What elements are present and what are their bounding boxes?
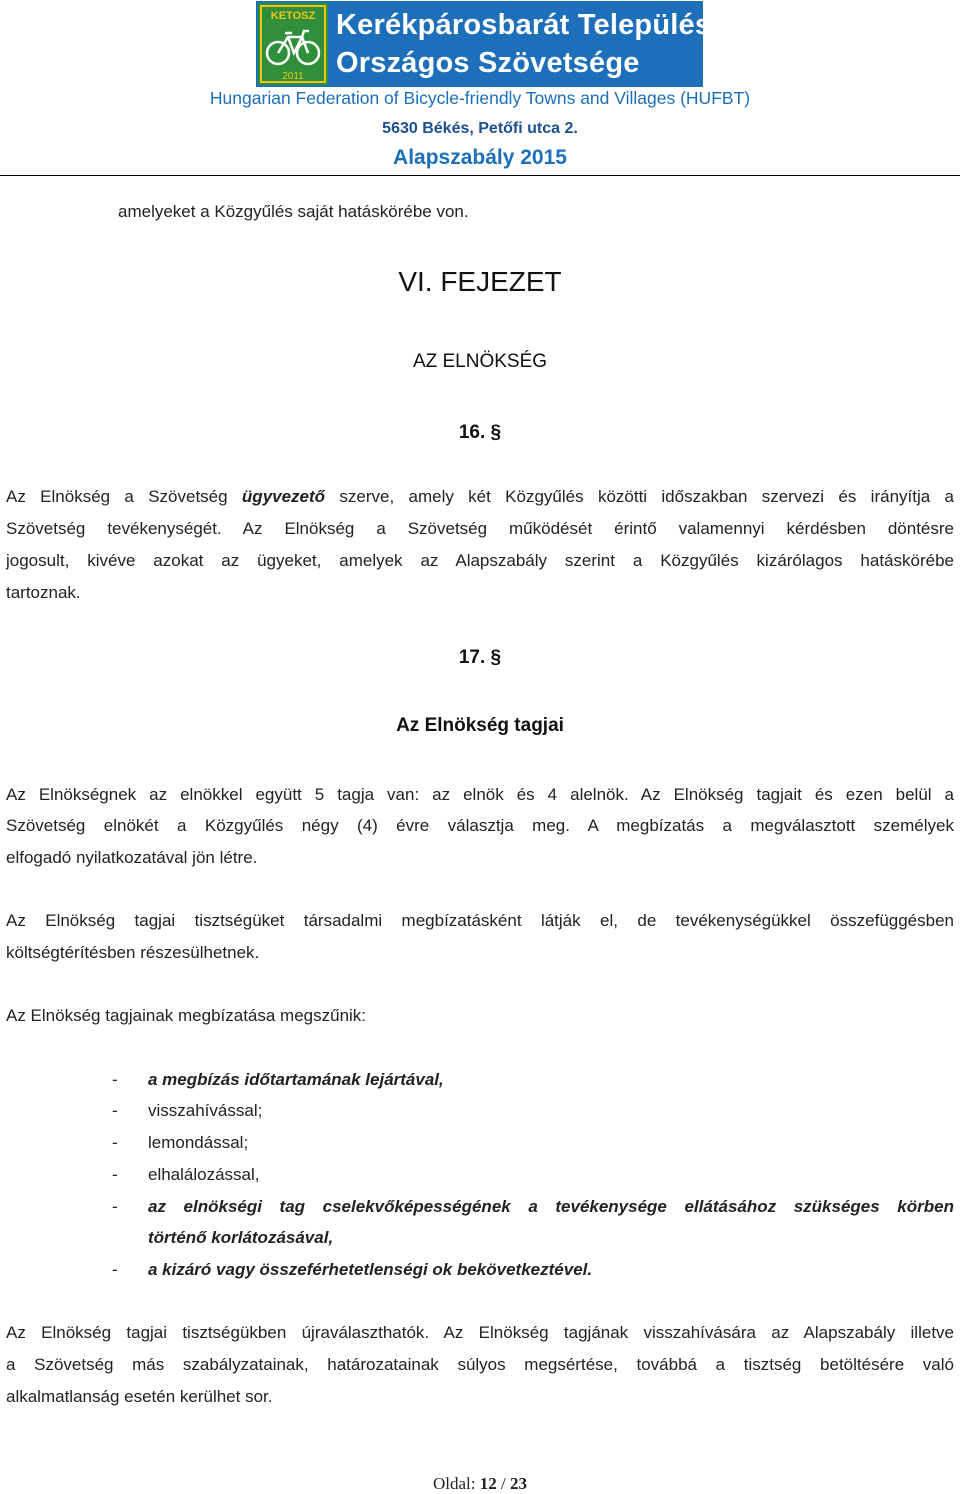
- organization-address: 5630 Békés, Petőfi utca 2.: [382, 120, 578, 137]
- list-item: - visszahívással;: [112, 1101, 263, 1120]
- list-item-continuation: történő korlátozásával,: [148, 1228, 334, 1247]
- logo-text: KETOSZ: [270, 10, 316, 22]
- para16-line1: Az Elnökség a Szövetség ügyvezető szerve, amely két Közgyűlés közötti időszakban szervezi és irányítja a: [6, 487, 954, 506]
- para16-line4: tartoznak.: [6, 583, 81, 602]
- total-pages: 23: [509, 1474, 527, 1493]
- list-item: - a megbízás időtartamának lejártával,: [112, 1070, 444, 1089]
- paragraph-number-16: 16. §: [458, 422, 502, 443]
- document-title: Alapszabály 2015: [393, 146, 567, 169]
- para16-line2: Szövetség tevékenységét. Az Elnökség a Szövetség működését érintő valamennyi kérdésben döntésre: [6, 519, 954, 538]
- page-label: Oldal:: [433, 1474, 480, 1493]
- continued-text-line: amelyeket a Közgyűlés saját hatáskörébe von.: [118, 202, 469, 221]
- para17-p1-line2: Szövetség elnökét a Közgyűlés négy (4) évre választja meg. A megbízatás a megválasztott személyek: [6, 816, 954, 835]
- paragraph-number-17: 17. §: [458, 647, 502, 668]
- federation-name: Hungarian Federation of Bicycle-friendly Towns and Villages (HUFBT): [209, 88, 751, 108]
- para17-p3: Az Elnökség tagjainak megbízatása megszűnik:: [6, 1006, 367, 1025]
- list-item-dash: -: [112, 1197, 118, 1216]
- para17-p1-line3: elfogadó nyilatkozatával jön létre.: [6, 848, 258, 867]
- header-divider: [0, 175, 960, 176]
- para17-p4-line1: Az Elnökség tagjai tisztségükben újraválaszthatók. Az Elnökség tagjának visszahívására az Alapszabály illetve: [6, 1323, 954, 1342]
- organization-banner: [256, 1, 744, 87]
- para17-p1-line1: Az Elnökségnek az elnökkel együtt 5 tagja van: az elnök és 4 alelnök. Az Elnökség tagjait és ezen belül a: [6, 785, 954, 804]
- list-item: - elhalálozással,: [112, 1165, 260, 1184]
- banner-title-line1: Kerékpárosbarát Települések: [336, 9, 744, 41]
- ketosz-logo-icon: [258, 3, 328, 85]
- emphasis-executive: ügyvezető: [241, 487, 326, 506]
- chapter-heading: VI. FEJEZET: [398, 266, 562, 297]
- list-item: - lemondással;: [112, 1133, 249, 1152]
- paragraph-title-17: Az Elnökség tagjai: [396, 715, 564, 736]
- para17-p4-line2: a Szövetség más szabályzatainak, határozatainak súlyos megsértése, továbbá a tisztség betöltésére való: [6, 1355, 954, 1374]
- list-item: az elnökségi tag cselekvőképességének a tevékenysége ellátásához szükséges körben: [148, 1197, 954, 1216]
- current-page: 12: [479, 1474, 497, 1493]
- page-header: [0, 0, 960, 178]
- list-item: - a kizáró vagy összeférhetetlenségi ok bekövetkeztével.: [112, 1260, 593, 1279]
- para17-p2-line1: Az Elnökség tagjai tisztségüket társadalmi megbízatásként látják el, de tevékenységükkel összefüggésben: [6, 911, 954, 930]
- para16-line3: jogosult, kivéve azokat az ügyeket, amelyek az Alapszabály szerint a Közgyűlés kizárólagos hatáskörébe: [6, 551, 954, 570]
- page-footer: Oldal: 12 / 23: [433, 1474, 527, 1493]
- banner-title-line2: Országos Szövetsége: [336, 47, 640, 79]
- para17-p2-line2: költségtérítésben részesülhetnek.: [6, 943, 260, 962]
- logo-year: 2011: [282, 71, 304, 82]
- para17-p4-line3: alkalmatlanság esetén kerülhet sor.: [6, 1387, 273, 1406]
- section-heading: AZ ELNÖKSÉG: [412, 351, 548, 372]
